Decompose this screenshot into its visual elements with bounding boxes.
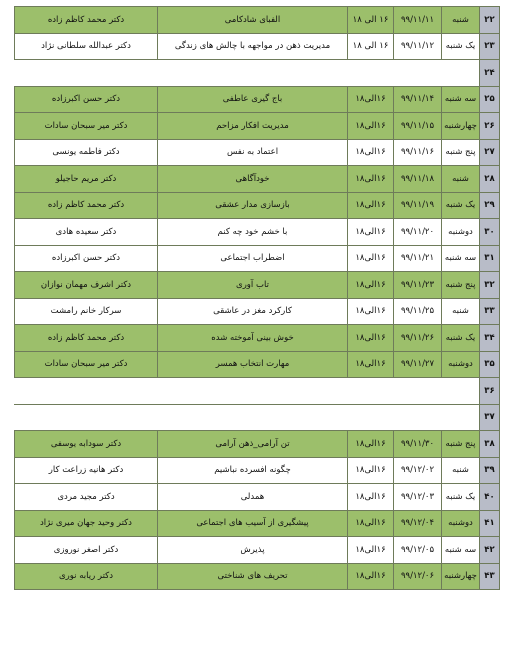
row-number: ۳۸	[480, 431, 500, 458]
date-cell: ۹۹/۱۱/۱۲	[394, 33, 442, 60]
time-cell: ۱۶الی۱۸	[348, 537, 394, 564]
empty-row-cell	[15, 404, 480, 431]
teacher-cell: دکتر محمد کاظم زاده	[15, 7, 158, 34]
teacher-cell: دکتر ریابه نوری	[15, 563, 158, 590]
row-number: ۲۲	[480, 7, 500, 34]
row-number: ۲۶	[480, 113, 500, 140]
table-row	[15, 86, 500, 113]
time-cell: ۱۶الی۱۸	[348, 510, 394, 537]
row-number: ۲۵	[480, 86, 500, 113]
time-cell: ۱۶الی۱۸	[348, 563, 394, 590]
session-title-cell: اعتماد به نفس	[158, 139, 348, 166]
teacher-cell: دکتر مجید مردی	[15, 484, 158, 511]
teacher-cell: دکتر محمد کاظم زاده	[15, 192, 158, 219]
date-cell: ۹۹/۱۱/۲۳	[394, 272, 442, 299]
table-row	[15, 351, 500, 378]
schedule-sheet	[14, 6, 499, 590]
session-title-cell: پیشگیری از آسیب های اجتماعی	[158, 510, 348, 537]
table-row	[15, 563, 500, 590]
time-cell: ۱۶الی۱۸	[348, 219, 394, 246]
teacher-cell: دکتر سودابه یوسفی	[15, 431, 158, 458]
date-cell: ۹۹/۱۲/۰۵	[394, 537, 442, 564]
time-cell: ۱۶الی۱۸	[348, 86, 394, 113]
day-cell: دوشنبه	[442, 219, 480, 246]
session-title-cell: الفبای شادکامی	[158, 7, 348, 34]
empty-row-cell	[15, 378, 480, 405]
time-cell: ۱۶الی۱۸	[348, 457, 394, 484]
row-number: ۲۹	[480, 192, 500, 219]
time-cell: ۱۶الی۱۸	[348, 166, 394, 193]
day-cell: شنبه	[442, 7, 480, 34]
row-number: ۴۱	[480, 510, 500, 537]
row-number: ۲۴	[480, 60, 500, 87]
day-cell: شنبه	[442, 457, 480, 484]
schedule-table	[14, 6, 500, 590]
table-row	[15, 166, 500, 193]
session-title-cell: پذیرش	[158, 537, 348, 564]
teacher-cell: سرکار خانم رامشت	[15, 298, 158, 325]
time-cell: ۱۶الی۱۸	[348, 245, 394, 272]
time-cell: ۱۶الی۱۸	[348, 192, 394, 219]
date-cell: ۹۹/۱۱/۲۰	[394, 219, 442, 246]
day-cell: دوشنبه	[442, 351, 480, 378]
session-title-cell: همدلی	[158, 484, 348, 511]
row-number: ۲۳	[480, 33, 500, 60]
teacher-cell: دکتر فاطمه یونسی	[15, 139, 158, 166]
table-row	[15, 298, 500, 325]
row-number: ۳۴	[480, 325, 500, 352]
teacher-cell: دکتر اصغر نوروزی	[15, 537, 158, 564]
table-row	[15, 325, 500, 352]
row-number: ۳۱	[480, 245, 500, 272]
teacher-cell: دکتر حسن اکبرزاده	[15, 245, 158, 272]
table-row	[15, 457, 500, 484]
session-title-cell: اضطراب اجتماعی	[158, 245, 348, 272]
session-title-cell: با خشم خود چه کنم	[158, 219, 348, 246]
teacher-cell: دکتر حسن اکبرزاده	[15, 86, 158, 113]
row-number: ۳۷	[480, 404, 500, 431]
row-number: ۳۲	[480, 272, 500, 299]
row-number: ۲۷	[480, 139, 500, 166]
teacher-cell: دکتر میر سبحان سادات	[15, 351, 158, 378]
day-cell: پنج شنبه	[442, 272, 480, 299]
teacher-cell: دکتر اشرف مهمان نوازان	[15, 272, 158, 299]
day-cell: پنج شنبه	[442, 139, 480, 166]
session-title-cell: مهارت انتخاب همسر	[158, 351, 348, 378]
date-cell: ۹۹/۱۲/۰۴	[394, 510, 442, 537]
time-cell: ۱۶الی۱۸	[348, 325, 394, 352]
row-number: ۴۳	[480, 563, 500, 590]
day-cell: سه شنبه	[442, 86, 480, 113]
teacher-cell: دکتر هانیه زراعت کار	[15, 457, 158, 484]
time-cell: ۱۶ الی ۱۸	[348, 33, 394, 60]
day-cell: سه شنبه	[442, 537, 480, 564]
table-row	[15, 192, 500, 219]
row-number: ۳۹	[480, 457, 500, 484]
session-title-cell: تحریف های شناختی	[158, 563, 348, 590]
session-title-cell: مدیریت ذهن در مواجهه با چالش های زندگی	[158, 33, 348, 60]
table-row	[15, 60, 500, 87]
time-cell: ۱۶الی۱۸	[348, 272, 394, 299]
table-row	[15, 378, 500, 405]
time-cell: ۱۶الی۱۸	[348, 484, 394, 511]
date-cell: ۹۹/۱۱/۲۶	[394, 325, 442, 352]
time-cell: ۱۶الی۱۸	[348, 431, 394, 458]
day-cell: دوشنبه	[442, 510, 480, 537]
session-title-cell: بازسازی مدار عشقی	[158, 192, 348, 219]
date-cell: ۹۹/۱۱/۱۸	[394, 166, 442, 193]
session-title-cell: خوش بینی آموخته شده	[158, 325, 348, 352]
day-cell: یک شنبه	[442, 325, 480, 352]
date-cell: ۹۹/۱۱/۲۵	[394, 298, 442, 325]
date-cell: ۹۹/۱۲/۰۶	[394, 563, 442, 590]
teacher-cell: دکتر مریم حاجیلو	[15, 166, 158, 193]
date-cell: ۹۹/۱۱/۲۷	[394, 351, 442, 378]
table-row	[15, 245, 500, 272]
table-row	[15, 113, 500, 140]
session-title-cell: تن آرامی_ذهن آرامی	[158, 431, 348, 458]
session-title-cell: باج گیری عاطفی	[158, 86, 348, 113]
day-cell: چهارشنبه	[442, 113, 480, 140]
time-cell: ۱۶ الی ۱۸	[348, 7, 394, 34]
table-row	[15, 139, 500, 166]
teacher-cell: دکتر عبدالله سلطانی نژاد	[15, 33, 158, 60]
date-cell: ۹۹/۱۱/۱۹	[394, 192, 442, 219]
time-cell: ۱۶الی۱۸	[348, 113, 394, 140]
table-row	[15, 33, 500, 60]
table-row	[15, 431, 500, 458]
time-cell: ۱۶الی۱۸	[348, 298, 394, 325]
day-cell: شنبه	[442, 166, 480, 193]
schedule-body	[15, 7, 500, 590]
date-cell: ۹۹/۱۱/۲۱	[394, 245, 442, 272]
teacher-cell: دکتر میر سبحان سادات	[15, 113, 158, 140]
day-cell: یک شنبه	[442, 192, 480, 219]
session-title-cell: خودآگاهی	[158, 166, 348, 193]
table-row	[15, 7, 500, 34]
date-cell: ۹۹/۱۱/۱۶	[394, 139, 442, 166]
date-cell: ۹۹/۱۲/۰۲	[394, 457, 442, 484]
row-number: ۳۰	[480, 219, 500, 246]
day-cell: پنج شنبه	[442, 431, 480, 458]
teacher-cell: دکتر سعیده هادی	[15, 219, 158, 246]
row-number: ۳۵	[480, 351, 500, 378]
session-title-cell: تاب آوری	[158, 272, 348, 299]
table-row	[15, 272, 500, 299]
day-cell: چهارشنبه	[442, 563, 480, 590]
table-row	[15, 219, 500, 246]
table-row	[15, 484, 500, 511]
row-number: ۴۲	[480, 537, 500, 564]
empty-row-cell	[15, 60, 480, 87]
row-number: ۳۶	[480, 378, 500, 405]
day-cell: شنبه	[442, 298, 480, 325]
day-cell: یک شنبه	[442, 33, 480, 60]
session-title-cell: چگونه افسرده نباشیم	[158, 457, 348, 484]
table-row	[15, 510, 500, 537]
table-row	[15, 404, 500, 431]
date-cell: ۹۹/۱۱/۱۱	[394, 7, 442, 34]
date-cell: ۹۹/۱۱/۱۵	[394, 113, 442, 140]
session-title-cell: کارکرد مغز در عاشقی	[158, 298, 348, 325]
teacher-cell: دکتر محمد کاظم زاده	[15, 325, 158, 352]
row-number: ۳۳	[480, 298, 500, 325]
day-cell: سه شنبه	[442, 245, 480, 272]
row-number: ۴۰	[480, 484, 500, 511]
table-row	[15, 537, 500, 564]
time-cell: ۱۶الی۱۸	[348, 351, 394, 378]
time-cell: ۱۶الی۱۸	[348, 139, 394, 166]
date-cell: ۹۹/۱۱/۳۰	[394, 431, 442, 458]
date-cell: ۹۹/۱۱/۱۴	[394, 86, 442, 113]
teacher-cell: دکتر وحید جهان میری نژاد	[15, 510, 158, 537]
session-title-cell: مدیریت افکار مزاحم	[158, 113, 348, 140]
row-number: ۲۸	[480, 166, 500, 193]
day-cell: یک شنبه	[442, 484, 480, 511]
date-cell: ۹۹/۱۲/۰۳	[394, 484, 442, 511]
